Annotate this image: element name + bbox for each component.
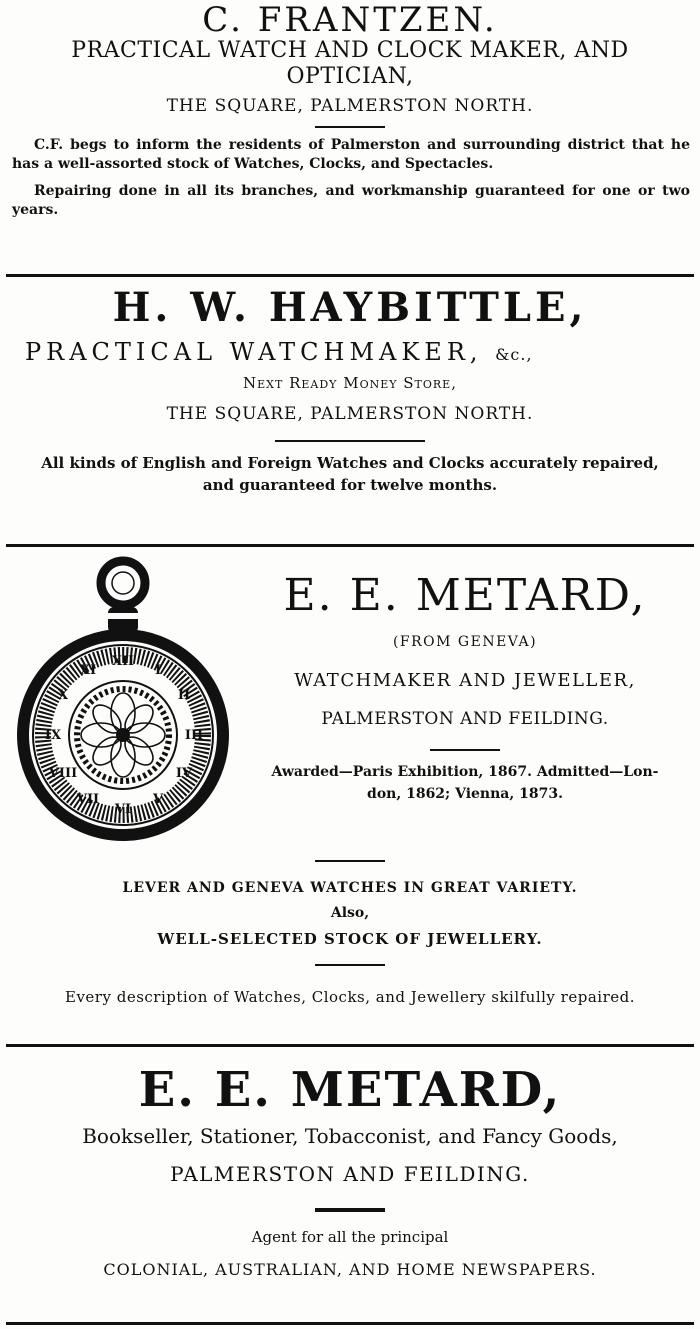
svg-text:III: III	[184, 728, 204, 743]
metard-bookseller-advertisement	[0, 1060, 700, 1279]
short-divider	[315, 964, 385, 966]
svg-text:XII: XII	[111, 654, 135, 669]
origin-line: (FROM GENEVA)	[392, 634, 538, 650]
notice-paragraph: Repairing done in all its branches, and workmanship guaranteed for one or two years.	[12, 183, 690, 218]
advertiser-name: E. E. METARD,	[283, 570, 647, 621]
also-line: Also,	[330, 905, 370, 921]
metard-watchmaker-advertisement	[0, 555, 700, 1035]
profession-text: PRACTICAL WATCHMAKER,	[25, 338, 483, 366]
newspapers-line: COLONIAL, AUSTRALIAN, AND HOME NEWSPAPERS.	[103, 1260, 597, 1279]
profession-line: WATCHMAKER AND JEWELLER,	[294, 670, 636, 691]
stock-line: WELL-SELECTED STOCK OF JEWELLERY.	[157, 930, 543, 948]
notice-line: All kinds of English and Foreign Watches and Clocks accurately repaired,	[41, 454, 659, 472]
svg-text:X: X	[57, 688, 69, 703]
svg-text:VII: VII	[76, 792, 100, 807]
svg-text:VIII: VIII	[48, 766, 78, 781]
advertiser-name: C. FRANTZEN.	[202, 0, 498, 40]
svg-text:IV: IV	[175, 766, 193, 781]
address: THE SQUARE, PALMERSTON NORTH.	[166, 96, 534, 116]
short-divider	[315, 1208, 385, 1212]
svg-text:IX: IX	[44, 728, 62, 743]
ornament-divider	[315, 126, 385, 128]
svg-text:II: II	[177, 688, 191, 703]
svg-text:I: I	[154, 663, 162, 678]
ornament-divider	[275, 440, 425, 442]
frantzen-advertisement	[0, 0, 700, 220]
svg-text:V: V	[152, 792, 164, 807]
pocket-watch-illustration	[8, 555, 238, 845]
profession-line: OPTICIAN,	[286, 64, 414, 89]
notice-line: and guaranteed for twelve months.	[202, 476, 498, 494]
profession-line	[0, 338, 700, 366]
notice-paragraph: C.F. begs to inform the residents of Palmerston and surrounding district that he has a well-assorted stock of Watches, Clocks, and Spectacles.	[12, 137, 690, 172]
etc-text: &c.,	[495, 345, 533, 364]
advertiser-name: E. E. METARD,	[138, 1062, 562, 1118]
short-divider	[430, 749, 500, 751]
trade-line: Bookseller, Stationer, Tobacconist, and Fancy Goods,	[82, 1124, 618, 1148]
svg-text:XI: XI	[79, 663, 97, 678]
profession-line: PRACTICAL WATCH AND CLOCK MAKER, AND	[71, 38, 629, 63]
address: THE SQUARE, PALMERSTON NORTH.	[166, 404, 534, 424]
column-rule	[6, 544, 694, 547]
svg-text:VI: VI	[114, 802, 132, 817]
award-line: Awarded—Paris Exhibition, 1867. Admitted—Lon-	[271, 764, 659, 780]
short-divider	[315, 860, 385, 862]
column-rule	[6, 1322, 694, 1325]
column-rule	[6, 1044, 694, 1047]
haybittle-advertisement	[0, 284, 700, 496]
column-rule	[6, 274, 694, 277]
watches-line: LEVER AND GENEVA WATCHES IN GREAT VARIETY.	[122, 880, 578, 896]
agent-line: Agent for all the principal	[251, 1228, 449, 1246]
places-line: PALMERSTON AND FEILDING.	[170, 1162, 530, 1186]
award-line: don, 1862; Vienna, 1873.	[367, 786, 563, 802]
places-line: PALMERSTON AND FEILDING.	[321, 709, 609, 729]
location-line: Next Ready Money Store,	[243, 374, 457, 392]
repairs-line: Every description of Watches, Clocks, and Jewellery skilfully repaired.	[65, 988, 635, 1006]
advertiser-name: H. W. HAYBITTLE,	[112, 284, 588, 331]
